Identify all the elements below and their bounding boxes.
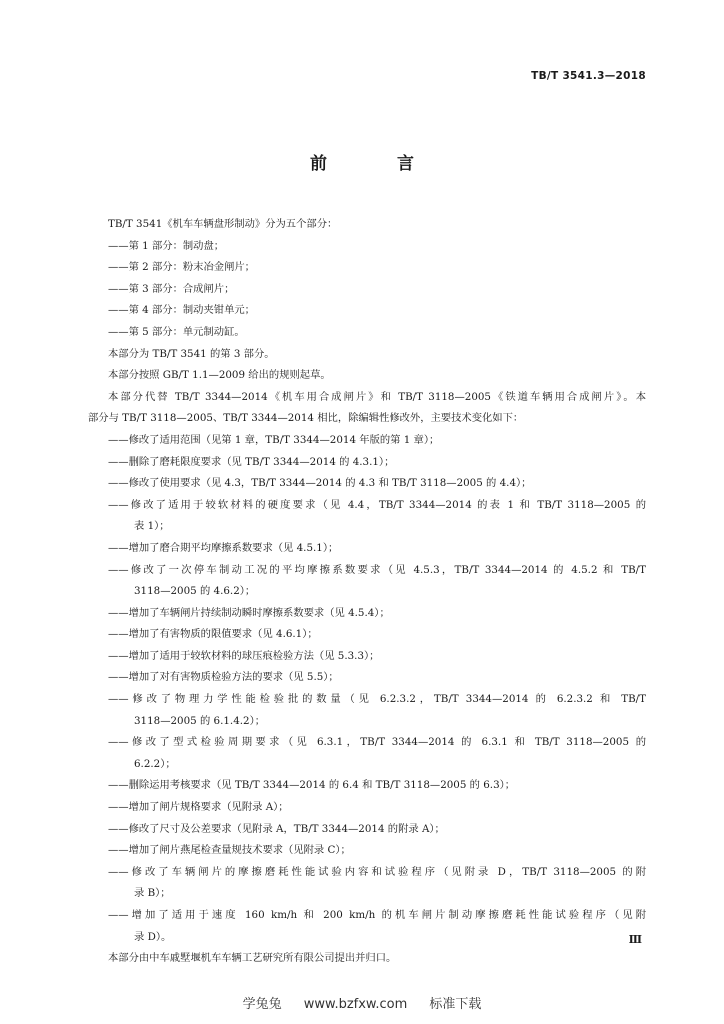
change-item-cont: 6.2.2）； [134, 757, 176, 770]
change-item: ——增加了闸片燕尾检查量规技术要求（见附录 C）； [108, 844, 351, 857]
closing-statement: 本部分由中车戚墅堰机车车辆工艺研究所有限公司提出并归口。 [108, 952, 397, 965]
part-item: ——第 2 部分：粉末冶金闸片； [108, 261, 255, 274]
replacement-statement: 本部分代替 TB/T 3344—2014《机车用合成闸片》和 TB/T 3118—2005《铁道车辆用合成闸片》。本 [108, 390, 646, 403]
intro-line: TB/T 3541《机车车辆盘形制动》分为五个部分： [108, 218, 338, 230]
change-item: ——修改了物理力学性能检验批的数量（见 6.2.3.2，TB/T 3344—2014 的 6.2.3.2 和 TB/T [108, 693, 646, 706]
part-item: ——第 5 部分：单元制动缸。 [108, 325, 245, 338]
change-item: ——修改了尺寸及公差要求（见附录 A，TB/T 3344—2014 的附录 A）； [108, 822, 445, 835]
footer-brand: 学兔兔 [242, 997, 282, 1012]
replacement-statement-cont: 部分与 TB/T 3118—2005、TB/T 3344—2014 相比，除编辑性修改外，主要技术变化如下： [88, 412, 524, 425]
page-number: Ⅲ [628, 933, 642, 946]
change-item: ——修改了使用要求（见 4.3，TB/T 3344—2014 的 4.3 和 TB/T 3118—2005 的 4.4）； [108, 477, 532, 490]
page-title: 前 言 [310, 154, 446, 174]
part-item: ——第 4 部分：制动夹钳单元； [108, 304, 255, 317]
change-item: ——增加了磨合期平均摩擦系数要求（见 4.5.1）； [108, 541, 339, 554]
drafting-rule: 本部分按照 GB/T 1.1—2009 给出的规则起草。 [108, 369, 331, 382]
change-item: ——修改了一次停车制动工况的平均摩擦系数要求（见 4.5.3，TB/T 3344—2014 的 4.5.2 和 TB/T [108, 563, 646, 576]
change-item: ——增加了适用于较软材料的球压痕检验方法（见 5.3.3）； [108, 649, 380, 662]
change-item: ——增加了闸片规格要求（见附录 A）； [108, 801, 289, 814]
change-item-cont: 3118—2005 的 4.6.2）； [134, 585, 256, 598]
change-item-cont: 表 1）； [134, 520, 170, 533]
change-item: ——修改了型式检验周期要求（见 6.3.1，TB/T 3344—2014 的 6.3.1 和 TB/T 3118—2005 的 [108, 736, 646, 749]
change-item: ——修改了车辆闸片的摩擦磨耗性能试验内容和试验程序（见附录 D，TB/T 3118—2005 的附 [108, 865, 646, 878]
change-item-cont: 3118—2005 的 6.1.4.2）； [134, 714, 266, 727]
change-item: ——修改了适用范围（见第 1 章，TB/T 3344—2014 年版的第 1 章）； [108, 433, 440, 446]
part-item: ——第 3 部分：合成闸片； [108, 282, 235, 295]
footer-url-link[interactable]: www.bzfxw.com [303, 997, 408, 1012]
change-item-cont: 录 B）； [134, 887, 171, 900]
change-item: ——删除运用考核要求（见 TB/T 3344—2014 的 6.4 和 TB/T 3118—2005 的 6.3）； [108, 779, 516, 792]
foreword-body [88, 214, 646, 970]
change-item: ——增加了对有害物质检验方法的要求（见 5.5）； [108, 671, 339, 684]
change-item: ——增加了适用于速度 160 km/h 和 200 km/h 的机车闸片制动摩擦磨耗性能试验程序（见附 [108, 909, 646, 921]
site-footer [0, 993, 724, 1012]
change-item-cont: 录 D）。 [134, 930, 172, 943]
footer-tagline: 标准下载 [429, 997, 482, 1012]
document-code: TB/T 3541.3—2018 [531, 70, 646, 82]
part-item: ——第 1 部分：制动盘； [108, 239, 225, 252]
change-item: ——删除了磨耗限度要求（见 TB/T 3344—2014 的 4.3.1）； [108, 455, 395, 468]
part-statement: 本部分为 TB/T 3541 的第 3 部分。 [108, 347, 275, 360]
change-item: ——增加了有害物质的限值要求（见 4.6.1）； [108, 628, 318, 641]
change-item: ——增加了车辆闸片持续制动瞬时摩擦系数要求（见 4.5.4）； [108, 606, 390, 619]
change-item: ——修改了适用于较软材料的硬度要求（见 4.4，TB/T 3344—2014 的表 1 和 TB/T 3118—2005 的 [108, 498, 646, 511]
